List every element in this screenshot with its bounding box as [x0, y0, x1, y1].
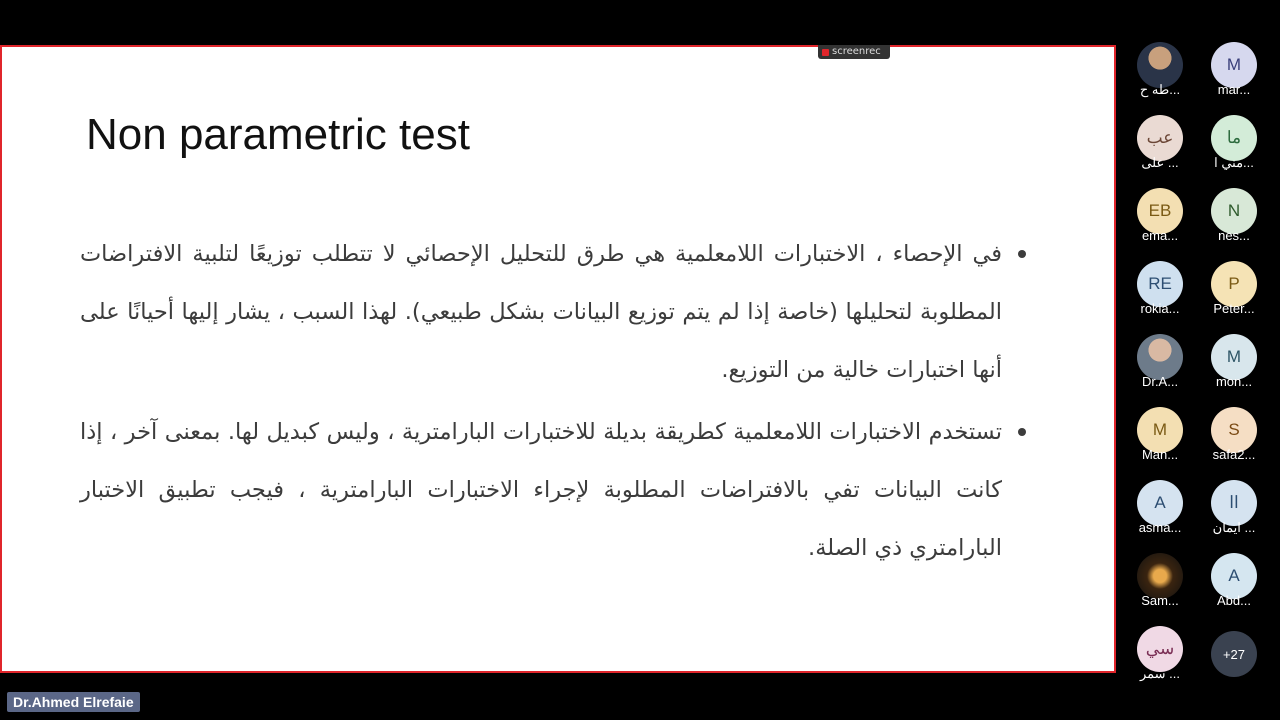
participant-name: ايمان ...	[1212, 520, 1256, 535]
participant-name: ema...	[1141, 228, 1179, 243]
bullet-text: تستخدم الاختبارات اللامعلمية كطريقة بديلة للاختبارات البارامترية ، وليس كبديل لها. بمعنى آخر ، إذا كانت البيانات تفي بالافتراضات المطلوبة لإجراء الاختبارات البارامترية ، فيجب تطبيق الاختبار البارامتري ذي الصلة.	[80, 419, 1002, 561]
record-icon	[822, 49, 829, 56]
participant-tile[interactable]	[1122, 551, 1198, 615]
participant-tile[interactable]	[1196, 332, 1272, 396]
participant-name: طه ح...	[1139, 82, 1181, 97]
participant-avatar: عب	[1137, 115, 1183, 161]
participant-tile[interactable]	[1122, 405, 1198, 469]
slide-bullet-list	[80, 225, 1030, 581]
participant-name: Man...	[1141, 447, 1179, 462]
slide-bullet	[80, 225, 1030, 399]
slide-bullet	[80, 403, 1030, 577]
participant-avatar: M	[1137, 407, 1183, 453]
participant-name: Abd...	[1217, 593, 1251, 608]
participant-tile[interactable]	[1122, 332, 1198, 396]
participant-gallery	[1122, 40, 1280, 700]
participant-tile[interactable]	[1122, 40, 1198, 104]
participant-name: mar...	[1217, 82, 1251, 97]
participant-avatar: EB	[1137, 188, 1183, 234]
participant-avatar: P	[1211, 261, 1257, 307]
participant-avatar: N	[1211, 188, 1257, 234]
participant-name: على ...	[1141, 155, 1179, 170]
participant-name: safa2...	[1212, 447, 1256, 462]
slide-title: Non parametric test	[86, 110, 470, 159]
participant-avatar: سي	[1137, 626, 1183, 672]
participant-avatar: A	[1137, 480, 1183, 526]
participant-name: rokia...	[1140, 301, 1180, 316]
participant-tile[interactable]	[1122, 113, 1198, 177]
participant-tile[interactable]	[1196, 259, 1272, 323]
participant-avatar: M	[1211, 334, 1257, 380]
participant-name: asma...	[1138, 520, 1182, 535]
participant-tile[interactable]	[1196, 551, 1272, 615]
participant-avatar: S	[1211, 407, 1257, 453]
participant-tile[interactable]	[1196, 478, 1272, 542]
participant-avatar: +27	[1211, 631, 1257, 677]
screen-recorder-badge	[818, 45, 890, 59]
participant-avatar: RE	[1137, 261, 1183, 307]
participant-avatar: اا	[1211, 480, 1257, 526]
participant-avatar: A	[1211, 553, 1257, 599]
participant-tile[interactable]	[1122, 624, 1198, 688]
participant-name: nes...	[1218, 228, 1250, 243]
participant-tile[interactable]	[1122, 259, 1198, 323]
more-participants-button[interactable]	[1196, 629, 1272, 693]
participant-name: Dr.A...	[1141, 374, 1179, 389]
bullet-icon	[1018, 428, 1026, 436]
participant-name: Peter...	[1213, 301, 1255, 316]
bullet-icon	[1018, 250, 1026, 258]
participant-name: Sam...	[1141, 593, 1179, 608]
participant-name: سمر ...	[1139, 666, 1181, 681]
participant-name: مني ا...	[1214, 155, 1254, 170]
participant-tile[interactable]	[1196, 405, 1272, 469]
participant-tile[interactable]	[1196, 186, 1272, 250]
participant-avatar: ما	[1211, 115, 1257, 161]
recorder-label: screenrec	[832, 46, 881, 57]
participant-tile[interactable]	[1196, 40, 1272, 104]
participant-tile[interactable]	[1122, 478, 1198, 542]
participant-tile[interactable]	[1196, 113, 1272, 177]
participant-avatar: M	[1211, 42, 1257, 88]
active-speaker-label: Dr.Ahmed Elrefaie	[7, 692, 140, 712]
participant-name: mon...	[1215, 374, 1253, 389]
bullet-text: في الإحصاء ، الاختبارات اللامعلمية هي طرق للتحليل الإحصائي لا تتطلب توزيعًا لتلبية الافتراضات المطلوبة لتحليلها (خاصة إذا لم يتم توزيع البيانات بشكل طبيعي). لهذا السبب ، يشار إليها أحيانًا على أنها اختبارات خالية من التوزيع.	[80, 241, 1002, 383]
participant-tile[interactable]	[1122, 186, 1198, 250]
